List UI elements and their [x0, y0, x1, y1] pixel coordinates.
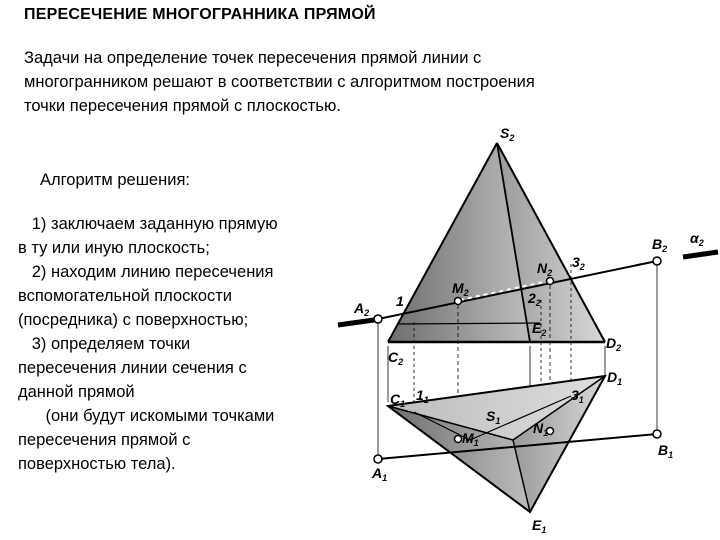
label-1: 1 [396, 293, 404, 309]
label-n1: $N_1$ [533, 420, 549, 438]
algorithm-line: 1) заключаем заданную прямую [18, 215, 278, 233]
algorithm-line: (они будут искомыми точками [18, 407, 275, 425]
point-m2 [455, 298, 462, 305]
algorithm-line: 2) находим линию пересечения [18, 263, 274, 281]
label-d2: $D_2$ [606, 335, 622, 353]
algorithm-heading: Алгоритм решения: [40, 171, 190, 189]
algorithm-line: 3) определяем точки [18, 335, 191, 353]
label-s2: $S_2$ [500, 125, 515, 143]
label-d1: $D_1$ [607, 369, 623, 387]
label-e2: $E_2$ [532, 320, 547, 338]
label-1-1: $1_1$ [416, 387, 429, 405]
label-c2: $C_2$ [388, 349, 404, 367]
label-m1: $M_1$ [462, 430, 479, 448]
point-a1 [374, 455, 382, 463]
point-n2 [547, 278, 554, 285]
label-3-2: $3_2$ [572, 254, 585, 272]
label-2-2: $2_2$ [528, 290, 541, 308]
algorithm-line: данной прямой [18, 383, 135, 401]
point-b2 [653, 257, 661, 265]
label-a1: $A_1$ [372, 465, 388, 483]
algorithm-line: в ту или иную плоскость; [18, 239, 210, 257]
point-m1 [455, 436, 462, 443]
label-3-1: $3_1$ [571, 387, 584, 405]
label-a2: $A_2$ [354, 300, 370, 318]
label-m2: $M_2$ [452, 280, 469, 298]
alpha2-trace-right [683, 252, 718, 257]
intro-line: Задачи на определение точек пересечения прямой линии с [24, 49, 482, 67]
label-c1: $C_1$ [390, 391, 406, 409]
label-n2: $N_2$ [537, 260, 553, 278]
point-a2 [374, 315, 382, 323]
point-b1 [653, 430, 661, 438]
alpha2-trace-left [338, 320, 374, 325]
page-title: ПЕРЕСЕЧЕНИЕ МНОГОГРАННИКА ПРЯМОЙ [24, 6, 376, 23]
intro-line: многогранником решают в соответствии с алгоритмом построения [24, 73, 535, 91]
label-b2: $B_2$ [652, 236, 668, 254]
frontal-pyramid [388, 143, 605, 342]
algorithm-line: пересечения линии сечения с [18, 359, 247, 377]
label-b1: $B_1$ [658, 442, 674, 460]
label-e1: $E_1$ [532, 517, 547, 535]
intro-line: точки пересечения прямой с плоскостью. [24, 97, 341, 115]
algorithm-line: поверхностью тела). [18, 455, 176, 473]
label-s1: $S_1$ [486, 408, 501, 426]
algorithm-line: пересечения прямой с [18, 431, 191, 449]
algorithm-line: вспомогательной плоскости [18, 287, 233, 305]
algorithm-line: (посредника) с поверхностью; [18, 311, 249, 329]
label-alpha2: $\alpha_2$ [690, 230, 704, 248]
